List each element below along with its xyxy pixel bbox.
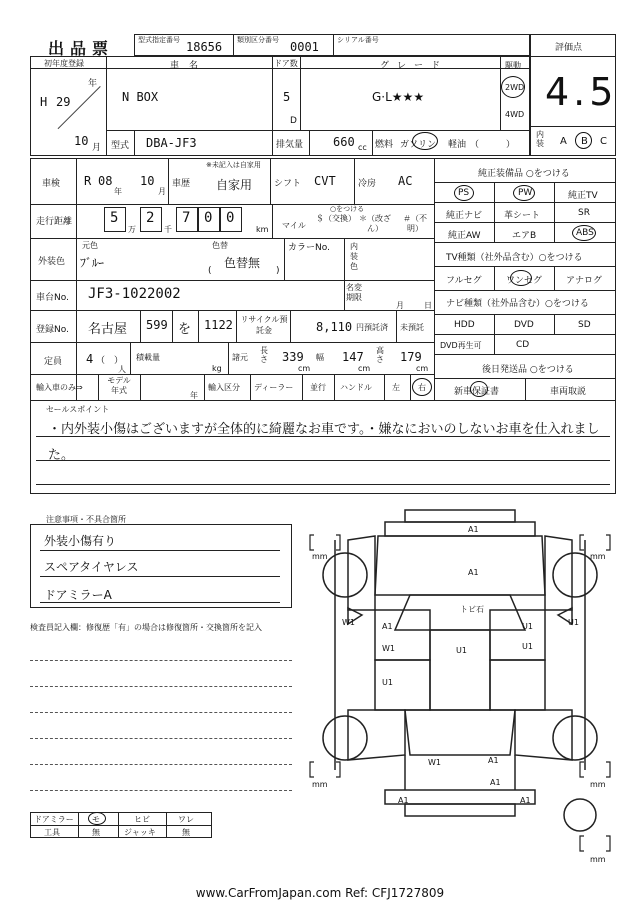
equip-ps-ring xyxy=(454,185,474,201)
color-repaint-label: 色替 xyxy=(212,241,228,250)
drive-4wd: 4WD xyxy=(505,110,525,119)
equip-ps: PS xyxy=(458,188,470,198)
quarter-right xyxy=(515,710,572,760)
engine-value: 660 xyxy=(333,135,355,149)
mm-5: mm xyxy=(590,855,606,864)
registration-year: 29 xyxy=(56,95,71,109)
front-bumper xyxy=(405,510,515,522)
width-unit: cm xyxy=(358,364,371,373)
car-name: N BOX xyxy=(122,90,159,104)
mileage-digit-1: 5 xyxy=(110,210,119,226)
fuel-alt: 軽油 xyxy=(448,140,467,150)
model-code: 18656 xyxy=(186,40,223,54)
interior-color-label: 内装色 xyxy=(350,242,358,271)
st-crack: ヒビ xyxy=(134,815,150,824)
plate-kana: を xyxy=(178,322,192,337)
inspection-era: R xyxy=(84,174,92,188)
recycle-label: リサイクル預託金 xyxy=(240,315,288,335)
mark-quarter-w: W1 xyxy=(428,758,441,767)
registration-label: 初年度登録 xyxy=(44,59,84,68)
plate-number: 1122 xyxy=(204,318,233,332)
usage-note: ※未記入は自家用 xyxy=(206,161,261,169)
mark-fender-right: U1 xyxy=(568,618,579,627)
equip-abs: ABS xyxy=(576,228,594,238)
equip-pw: PW xyxy=(518,188,533,198)
tire-rear-left xyxy=(323,716,367,760)
mile-label: マイル xyxy=(282,221,306,230)
mileage-digit-2: 2 xyxy=(146,210,155,226)
equip-leather: 革シート xyxy=(504,211,541,221)
mark-front-bumper: A1 xyxy=(468,525,479,534)
capacity-paren: （ ） xyxy=(96,356,124,366)
sheet-title: 出品票 xyxy=(48,39,115,58)
fuel-selected-ring xyxy=(412,132,438,150)
mileage-circle-note: ○をつける xyxy=(330,205,365,213)
handle-right: 右 xyxy=(418,383,426,392)
fuel-paren: （ ） xyxy=(470,140,516,150)
model-year-label: モデル年式 xyxy=(107,376,131,395)
drive-selected-ring xyxy=(501,76,525,98)
color-original: ﾌﾞﾙｰ xyxy=(80,256,105,270)
equip-aw: 純正AW xyxy=(448,231,481,241)
model-year-unit: 年 xyxy=(190,391,198,400)
inspection-year: 08 xyxy=(98,174,113,188)
interior-option-c: C xyxy=(600,136,607,147)
class-code: 0001 xyxy=(290,40,319,54)
grade-value: G·L★★★ xyxy=(372,90,425,104)
mark-door-fl-a: A1 xyxy=(382,622,393,631)
shift-value: CVT xyxy=(314,174,336,188)
equipment-header: 純正装備品 ○をつける xyxy=(478,169,570,179)
navi-dvd-play: DVD再生可 xyxy=(440,341,482,350)
sales-text-1: ・内外装小傷はございますが全体的に綺麗なお車です。・嫌なにおいのしないお車を仕入れまし xyxy=(48,422,600,437)
recall-label: 名変期限 xyxy=(346,283,362,302)
color-paren-open: ( xyxy=(208,266,212,276)
score-value: 4.5 xyxy=(545,70,618,114)
mileage-digit-4: 0 xyxy=(204,210,213,226)
inspection-month-unit: 月 xyxy=(158,187,166,196)
tv-fullseg: フルセグ xyxy=(446,276,482,286)
registration-month-unit: 月 xyxy=(92,143,102,153)
mark-tailgate: A1 xyxy=(488,756,499,765)
tire-rear-right xyxy=(553,716,597,760)
doc-manual: 車両取説 xyxy=(550,387,587,397)
navi-header: ナビ種類（社外品含む）○をつける xyxy=(446,299,589,309)
doors-value: 5 xyxy=(283,90,291,104)
car-type: DBA-JF3 xyxy=(146,136,197,150)
mileage-unit-sen: 千 xyxy=(164,225,172,234)
front-grille xyxy=(385,522,535,536)
doors-body: D xyxy=(290,116,297,126)
recall-day: 日 xyxy=(424,301,432,310)
height-unit: cm xyxy=(416,364,429,373)
mm-3: mm xyxy=(312,780,328,789)
st-mirror-ring xyxy=(88,812,106,825)
mm-4: mm xyxy=(590,780,606,789)
mark-door-fr-u2: U1 xyxy=(522,642,533,651)
inspector-label: 検査員記入欄：修復歴「有」の場合は修復箇所・交換箇所を記入 xyxy=(30,623,262,632)
mileage-digit-5: 0 xyxy=(226,210,235,226)
rear-step xyxy=(405,804,515,816)
equip-airbag: エアB xyxy=(512,231,537,241)
length-value: 339 xyxy=(282,350,304,364)
fender-right xyxy=(545,536,572,610)
load-label: 積載量 xyxy=(136,353,160,362)
handle-selected-ring xyxy=(412,378,432,396)
inspection-label: 車検 xyxy=(42,179,61,189)
usage-value: 自家用 xyxy=(216,178,253,192)
plate-class: 599 xyxy=(146,318,168,332)
doc-warranty: 新車保証書 xyxy=(454,387,500,397)
chassis-label: 車台No. xyxy=(36,293,69,303)
mark-door-fl-w: W1 xyxy=(382,644,395,653)
length-unit: cm xyxy=(298,364,311,373)
note-2: スペアタイヤレス xyxy=(44,560,139,574)
mm-1: mm xyxy=(312,552,328,561)
ac-label: 冷房 xyxy=(358,179,377,189)
height-label: 高さ xyxy=(376,346,384,364)
st-mirror: ドアミラー xyxy=(34,815,74,824)
hood xyxy=(375,536,545,595)
recycle-amount: 8,110 xyxy=(316,320,353,334)
recycle-status: 未預託 xyxy=(400,323,424,332)
door-front-right xyxy=(490,610,545,660)
mileage-label: 走行距離 xyxy=(36,217,73,227)
engine-label: 排気量 xyxy=(276,140,304,150)
mileage-unit-man: 万 xyxy=(128,225,136,234)
mark-rear-right: A1 xyxy=(520,796,531,805)
plate-region: 名古屋 xyxy=(88,322,128,337)
st-mirror-value: モ xyxy=(92,815,100,824)
tv-header: TV種類（社外品含む）○をつける xyxy=(446,253,583,263)
color-repaint: 色替無 xyxy=(224,256,261,270)
mark-rear-bumper-top: A1 xyxy=(490,778,501,787)
mark-hood: A1 xyxy=(468,568,479,577)
drive-label: 駆動 xyxy=(505,61,521,70)
navi-cd: CD xyxy=(516,340,530,350)
plate-label: 登録No. xyxy=(36,325,69,335)
color-paren-close: ) xyxy=(276,266,280,276)
handle-left: 左 xyxy=(392,383,400,392)
tv-analog: アナログ xyxy=(566,276,603,286)
car-name-label: 車名 xyxy=(170,61,209,71)
dims-label: 諸元 xyxy=(232,353,248,362)
load-unit: kg xyxy=(212,364,222,373)
mark-door-fr-u: U1 xyxy=(522,622,533,631)
notes-label: 注意事項・不具合箇所 xyxy=(46,515,126,524)
mileage-digit-3: 7 xyxy=(182,210,191,226)
mark-rear-left: A1 xyxy=(398,796,409,805)
navi-hdd: HDD xyxy=(454,320,475,330)
usage-label: 車歴 xyxy=(172,179,191,189)
mark-roof: U1 xyxy=(456,646,467,655)
height-value: 179 xyxy=(400,350,422,364)
roof xyxy=(430,630,490,710)
capacity-value: 4 xyxy=(86,352,94,366)
ac-value: AC xyxy=(398,174,413,188)
width-value: 147 xyxy=(342,350,364,364)
drive-2wd: 2WD xyxy=(505,83,525,92)
shift-label: シフト xyxy=(274,179,302,189)
change-label: ＊（改ざん） xyxy=(359,214,391,233)
interior-option-a: A xyxy=(560,136,567,147)
fender-left xyxy=(348,536,375,610)
equip-abs-ring xyxy=(572,225,596,241)
equip-navi: 純正ナビ xyxy=(446,211,483,221)
serial-label: シリアル番号 xyxy=(337,36,379,44)
st-tool-value: 無 xyxy=(92,828,100,837)
color-original-label: 元色 xyxy=(82,241,98,250)
tire-front-left xyxy=(323,553,367,597)
tv-selected-ring xyxy=(510,270,532,286)
documents-header: 後日発送品 ○をつける xyxy=(482,365,574,375)
unknown-label: ＃（不明） xyxy=(403,214,427,233)
navi-dvd: DVD xyxy=(514,320,534,330)
import-parallel: 並行 xyxy=(310,383,326,392)
doc-selected-ring xyxy=(470,381,488,397)
quarter-left xyxy=(348,710,405,760)
car-type-label: 型式 xyxy=(111,141,130,151)
spare-tire xyxy=(564,799,596,831)
inspection-month: 10 xyxy=(140,174,155,188)
registration-month: 10 xyxy=(74,134,89,148)
fuel-label: 燃料 xyxy=(375,140,394,150)
engine-unit: cc xyxy=(358,143,367,152)
import-label: 輸入車のみ⇒ xyxy=(36,383,83,392)
length-label: 長さ xyxy=(260,346,268,364)
door-rear-right xyxy=(490,660,545,710)
st-jack-value: 無 xyxy=(182,828,190,837)
model-code-label: 型式指定番号 xyxy=(138,36,180,44)
note-1: 外装小傷有り xyxy=(44,534,117,548)
sales-label: セールスポイント xyxy=(46,405,110,414)
fuel-value: ガソリン xyxy=(400,140,437,150)
class-code-label: 類別区分番号 xyxy=(237,36,279,44)
grade-label: グレード xyxy=(380,61,449,71)
st-break: ワレ xyxy=(178,815,194,824)
capacity-unit: 人 xyxy=(118,365,126,374)
st-jack: ジャッキ xyxy=(124,828,156,837)
interior-label: 内装 xyxy=(536,130,544,148)
mark-windshield: トビ石 xyxy=(460,605,484,614)
capacity-label: 定員 xyxy=(44,357,63,367)
color-label: 外装色 xyxy=(38,257,66,267)
equip-sr: SR xyxy=(578,208,590,218)
registration-era: H xyxy=(40,95,48,109)
mm-2: mm xyxy=(590,552,606,561)
navi-sd: SD xyxy=(578,320,591,330)
mark-door-rl: U1 xyxy=(382,678,393,687)
inspection-year-unit: 年 xyxy=(114,187,122,196)
sales-text-2: た。 xyxy=(48,448,75,463)
interior-option-b: B xyxy=(581,136,588,147)
equip-tv: 純正TV xyxy=(568,191,598,201)
mark-fender-left: W1 xyxy=(342,618,355,627)
doors-label: ドア数 xyxy=(274,59,298,68)
handle-label: ハンドル xyxy=(340,383,372,392)
import-class-label: 輸入区分 xyxy=(208,383,240,392)
equip-pw-ring xyxy=(513,185,535,201)
note-3: ドアミラーA xyxy=(44,588,112,602)
color-no-label: カラーNo. xyxy=(288,243,330,253)
import-dealer: ディーラー xyxy=(254,383,294,392)
footer-watermark: www.CarFromJapan.com Ref: CFJ1727809 xyxy=(195,886,445,900)
car-diagram xyxy=(300,500,630,880)
registration-year-unit: 年 xyxy=(88,79,98,89)
tailgate xyxy=(405,710,515,755)
width-label: 幅 xyxy=(316,353,324,362)
mileage-unit: km xyxy=(256,225,269,234)
score-label: 評価点 xyxy=(555,43,583,53)
st-tool: 工具 xyxy=(44,828,60,837)
recall-month: 月 xyxy=(396,301,404,310)
swap-label: ＄（交換） xyxy=(316,214,356,223)
chassis-value: JF3-1022002 xyxy=(88,286,181,302)
tv-oneseg: ワンセグ xyxy=(506,276,543,286)
interior-selected-ring xyxy=(575,132,592,149)
recycle-unit: 円預託済 xyxy=(356,323,388,332)
